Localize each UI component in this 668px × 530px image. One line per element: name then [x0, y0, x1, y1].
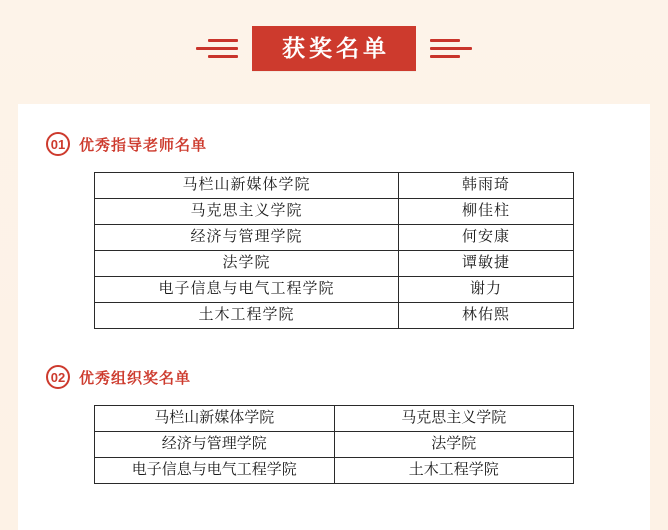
- table-cell-person: 谭敏捷: [399, 251, 574, 277]
- teachers-table: [94, 172, 574, 329]
- table-cell-school: 马克思主义学院: [95, 199, 399, 225]
- table-row: [95, 199, 574, 225]
- section-2-title: 优秀组织奖名单: [79, 369, 192, 387]
- banner-decoration-right-icon: [430, 39, 472, 58]
- table-cell-school: 电子信息与电气工程学院: [95, 277, 399, 303]
- section-1-number-badge: 01: [46, 132, 70, 156]
- section-1-title: 优秀指导老师名单: [79, 136, 208, 154]
- table-row: [95, 225, 574, 251]
- table-row: [95, 406, 574, 432]
- table-cell-school: 马栏山新媒体学院: [95, 173, 399, 199]
- table-cell-school: 马克思主义学院: [334, 406, 574, 432]
- table-cell-person: 林佑熙: [399, 303, 574, 329]
- table-cell-school: 马栏山新媒体学院: [95, 406, 335, 432]
- banner-decoration-left-icon: [196, 39, 238, 58]
- table-cell-person: 谢力: [399, 277, 574, 303]
- table-row: [95, 277, 574, 303]
- content-card: [18, 104, 650, 530]
- section-1-heading: [46, 132, 622, 156]
- table-cell-person: 柳佳柱: [399, 199, 574, 225]
- table-row: [95, 251, 574, 277]
- banner: [0, 0, 668, 71]
- section-1-table-wrap: [46, 172, 622, 329]
- section-2-table-wrap: [46, 405, 622, 484]
- organizations-table: [94, 405, 574, 484]
- table-cell-school: 法学院: [95, 251, 399, 277]
- table-cell-school: 土木工程学院: [334, 458, 574, 484]
- table-cell-school: 土木工程学院: [95, 303, 399, 329]
- table-row: [95, 173, 574, 199]
- table-cell-school: 电子信息与电气工程学院: [95, 458, 335, 484]
- table-cell-school: 经济与管理学院: [95, 432, 335, 458]
- section-excellent-teachers: [46, 132, 622, 329]
- page-title: 获奖名单: [252, 26, 416, 71]
- table-row: [95, 458, 574, 484]
- table-cell-person: 何安康: [399, 225, 574, 251]
- section-excellent-organizations: [46, 365, 622, 484]
- table-row: [95, 303, 574, 329]
- table-cell-school: 经济与管理学院: [95, 225, 399, 251]
- table-cell-school: 法学院: [334, 432, 574, 458]
- section-2-heading: [46, 365, 622, 389]
- section-2-number-badge: 02: [46, 365, 70, 389]
- table-row: [95, 432, 574, 458]
- table-cell-person: 韩雨琦: [399, 173, 574, 199]
